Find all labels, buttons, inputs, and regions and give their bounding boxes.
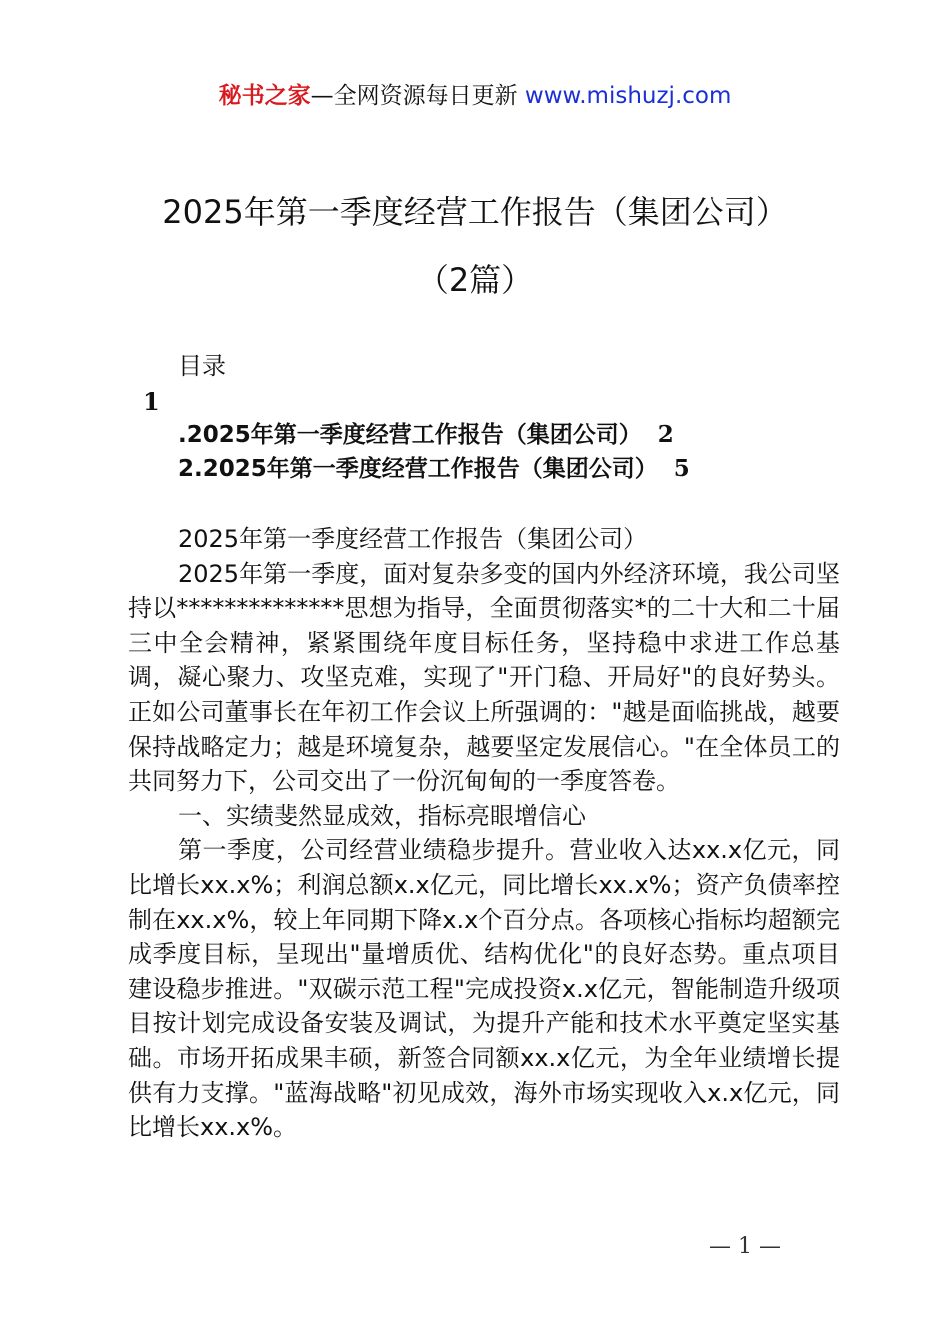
toc-heading: 目录: [178, 352, 226, 380]
site-url[interactable]: www.mishuzj.com: [524, 83, 732, 109]
document-subtitle: （2篇）: [416, 261, 534, 299]
toc-item[interactable]: [178, 419, 674, 451]
page-number: — 1 —: [709, 1234, 781, 1259]
site-banner: [0, 80, 950, 112]
toc-item[interactable]: [178, 453, 690, 485]
body-paragraph: 2025年第一季度，面对复杂多变的国内外经济环境，我公司坚持以**************思想为指导，全面贯彻落实*的二十大和二十届三中全会精神，紧紧围绕年度目标任务，坚持稳中求进工作总基调，凝心聚力、攻坚克难，实现了"开门稳、开局好"的良好势头。正如公司董事长在年初工作会议上所强调的："越是面临挑战，越要保持战略定力；越是环境复杂，越要坚定发展信心。"在全体员工的共同努力下，公司交出了一份沉甸甸的一季度答卷。: [128, 559, 840, 796]
body-paragraph: 第一季度，公司经营业绩稳步提升。营业收入达xx.x亿元，同比增长xx.x%；利润总额x.x亿元，同比增长xx.x%；资产负债率控制在xx.x%，较上年同期下降x.x个百分点。各项核心指标均超额完成季度目标，呈现出"量增质优、结构优化"的良好态势。重点项目建设稳步推进。"双碳示范工程"完成投资x.x亿元，智能制造升级项目按计划完成设备安装及调试，为提升产能和技术水平奠定坚实基础。市场开拓成果丰硕，新签合同额xx.x亿元，为全年业绩增长提供有力支撑。"蓝海战略"初见成效，海外市场实现收入x.x亿元，同比增长xx.x%。: [128, 836, 840, 1142]
toc-item-label: 2.2025年第一季度经营工作报告（集团公司）: [178, 456, 658, 482]
toc-item-page: 5: [673, 455, 690, 482]
section-title: 2025年第一季度经营工作报告（集团公司）: [178, 525, 648, 553]
toc-item-label: .2025年第一季度经营工作报告（集团公司）: [178, 422, 642, 448]
brand-name: 秘书之家: [218, 83, 311, 109]
toc-first-number: 1: [143, 387, 160, 416]
report-body: [128, 522, 840, 1145]
toc-item-page: 2: [657, 421, 674, 448]
document-title: 2025年第一季度经营工作报告（集团公司）: [162, 193, 788, 231]
section-heading: 一、实绩斐然显成效，指标亮眼增信心: [178, 801, 586, 830]
banner-slogan: —全网资源每日更新: [310, 83, 518, 109]
